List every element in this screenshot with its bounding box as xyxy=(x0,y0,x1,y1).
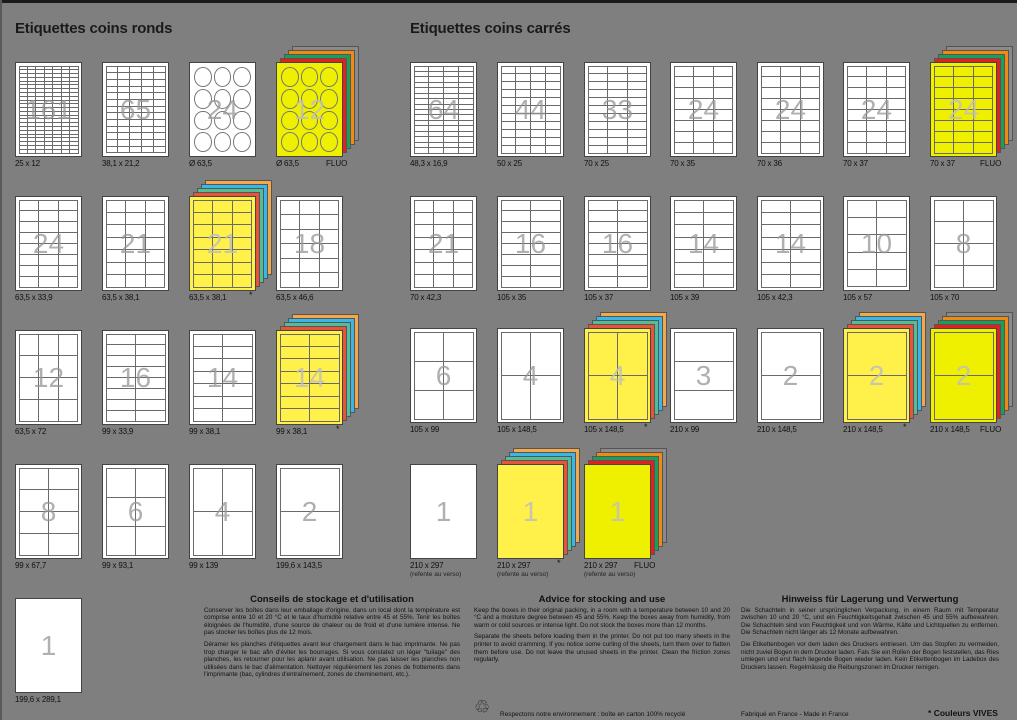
label-grid xyxy=(501,200,560,287)
label-sheet xyxy=(189,330,256,425)
star-icon: * xyxy=(249,290,253,300)
label-grid xyxy=(588,200,647,287)
label-sheet-item xyxy=(102,196,182,316)
label-grid xyxy=(934,332,993,419)
advice-de xyxy=(741,596,999,675)
label-dimensions: 105 x 70 xyxy=(930,293,960,302)
label-count: 12 xyxy=(32,361,65,393)
label-grid xyxy=(761,200,820,287)
label-sheet xyxy=(843,62,910,157)
label-count: 2 xyxy=(782,359,799,391)
label-grid xyxy=(106,66,165,153)
label-sheet-item xyxy=(102,62,182,182)
label-sheet-item xyxy=(670,196,750,316)
label-dimensions: 210 x 297 xyxy=(584,561,618,570)
label-count: 16 xyxy=(119,361,152,393)
vives-legend xyxy=(928,708,998,718)
label-sheet xyxy=(757,196,824,291)
label-grid xyxy=(674,200,733,287)
label-count: 14 xyxy=(687,227,720,259)
label-grid xyxy=(280,468,339,555)
star-icon: * xyxy=(557,558,561,568)
advice-de-p2: Die Etikettenbogen vor dem laden des Druckers entriesen. Um das Stopfen zu vermeiden, nicht zuviel Bogen in dem Drucker laden. Fals Sie ein Rollen der Bogen feststellen, das Ries umlegen und erst flach liegende Bogen wieder laden. Kein Etikettenbogen im Ladebox des Druckers lassen. Regelmässig die Reibungszonen im Drucker reinigen. xyxy=(741,640,999,671)
label-count: 1 xyxy=(435,495,452,527)
label-sheet xyxy=(843,196,910,291)
label-sheet xyxy=(102,62,169,157)
advice-fr-p1: Conserver les boîtes dans leur emballage d'origine, dans un local dont la température est comprise entre 10 et 20 °C et le taux d'humidité relative entre 45 et 55%. Tenir les boîtes éloignées de l'humidité, d'une source de chaleur ou de froid et d'une lumière intense. Ne pas stocker les boîtes plus de 12 mois. xyxy=(204,606,460,637)
label-dimensions: 210 x 99 xyxy=(670,425,700,434)
label-sheet xyxy=(584,62,651,157)
advice-fr xyxy=(204,596,460,683)
label-sheet xyxy=(15,464,82,559)
label-count: 6 xyxy=(127,495,144,527)
label-count: 14 xyxy=(293,361,326,393)
label-count: 3 xyxy=(695,359,712,391)
label-sheet xyxy=(497,328,564,423)
label-dimensions: 210 x 148,5 xyxy=(757,425,797,434)
label-sheet xyxy=(15,330,82,425)
label-grid xyxy=(19,334,78,421)
label-dimensions: 199,6 x 143,5 xyxy=(276,561,322,570)
label-sheet-item xyxy=(584,196,664,316)
label-sheet-item xyxy=(930,196,1010,316)
label-sheet xyxy=(276,62,343,157)
label-count: 21 xyxy=(427,227,460,259)
label-dimensions: 63,5 x 46,6 xyxy=(276,293,314,302)
label-sheet-item xyxy=(15,464,95,584)
label-sheet xyxy=(410,62,477,157)
environment-note: Respectons notre environnement : boîte en carton 100% recyclé xyxy=(500,711,686,718)
label-grid xyxy=(934,200,993,287)
label-sheet xyxy=(102,464,169,559)
label-sheet xyxy=(410,328,477,423)
label-sheet-item xyxy=(584,328,664,448)
label-dimensions: 99 x 139 xyxy=(189,561,219,570)
label-count: 24 xyxy=(774,93,807,125)
label-grid xyxy=(847,332,906,419)
label-dimensions: 210 x 297 xyxy=(497,561,531,570)
label-dimensions: 63,5 x 38,1 xyxy=(102,293,140,302)
label-dimensions: 99 x 67,7 xyxy=(15,561,47,570)
label-grid xyxy=(761,66,820,153)
label-count: 14 xyxy=(206,361,239,393)
label-sheet-item xyxy=(497,464,577,584)
section-title-square: Etiquettes coins carrés xyxy=(410,20,571,37)
label-dimensions: 48,3 x 16,9 xyxy=(410,159,448,168)
label-note: (refente au verso) xyxy=(497,571,549,578)
label-grid xyxy=(106,334,165,421)
label-sheet-item xyxy=(410,328,490,448)
label-count: 44 xyxy=(514,93,547,125)
label-sheet-item xyxy=(276,464,356,584)
label-sheet-item xyxy=(410,196,490,316)
label-sheet xyxy=(15,196,82,291)
label-sheet-item xyxy=(15,598,95,718)
fluo-badge: FLUO xyxy=(980,159,1002,168)
label-sheet xyxy=(670,62,737,157)
label-sheet xyxy=(670,196,737,291)
label-count: 24 xyxy=(206,93,239,125)
label-grid xyxy=(761,332,820,419)
label-note: (refente au verso) xyxy=(410,571,462,578)
label-sheet-item xyxy=(930,62,1010,182)
label-count: 2 xyxy=(868,359,885,391)
label-dimensions: 63,5 x 33,9 xyxy=(15,293,53,302)
label-sheet xyxy=(930,328,997,423)
label-count: 161 xyxy=(25,93,72,125)
label-dimensions: 199,6 x 289,1 xyxy=(15,695,61,704)
label-sheet-item xyxy=(843,328,923,448)
label-dimensions: 105 x 99 xyxy=(410,425,440,434)
label-grid xyxy=(193,468,252,555)
label-grid xyxy=(674,66,733,153)
label-dimensions: 210 x 148,5 xyxy=(930,425,970,434)
label-sheet xyxy=(497,464,564,559)
label-count: 1 xyxy=(40,629,57,661)
label-count: 16 xyxy=(601,227,634,259)
label-dimensions: 70 x 37 xyxy=(930,159,955,168)
made-in-france: Fabriqué en France - Made in France xyxy=(741,711,849,718)
advice-de-title: Hinweiss für Lagerung und Verwertung xyxy=(781,594,959,605)
label-count: 21 xyxy=(206,227,239,259)
label-dimensions: 105 x 148,5 xyxy=(497,425,537,434)
label-sheet xyxy=(584,196,651,291)
label-grid xyxy=(501,468,560,555)
label-sheet-item xyxy=(757,196,837,316)
label-dimensions: 105 x 148,5 xyxy=(584,425,624,434)
label-sheet xyxy=(189,196,256,291)
label-sheet xyxy=(670,328,737,423)
label-dimensions: 210 x 148,5 xyxy=(843,425,883,434)
label-grid xyxy=(674,332,733,419)
label-dimensions: Ø 63,5 xyxy=(189,159,212,168)
label-sheet-item xyxy=(102,464,182,584)
label-count: 24 xyxy=(32,227,65,259)
label-sheet-item xyxy=(670,328,750,448)
label-sheet xyxy=(276,464,343,559)
advice-en-p2: Separate the sheets before loading them in the printer. Do not put too many sheets in the printer to avoid cramming. If you notice some curling of the sheets, turn them over to flatten them before use. Do not leave the unused sheets in the printer. Clean the friction zones regularly. xyxy=(474,633,730,664)
label-sheet-item xyxy=(15,62,95,182)
label-grid xyxy=(193,200,252,287)
label-count: 12 xyxy=(293,93,326,125)
label-count: 16 xyxy=(514,227,547,259)
advice-en xyxy=(474,596,730,668)
label-dimensions: 38,1 x 21,2 xyxy=(102,159,140,168)
label-sheet xyxy=(757,328,824,423)
label-dimensions: 63,5 x 38,1 xyxy=(189,293,227,302)
label-grid xyxy=(193,66,252,153)
fluo-badge: FLUO xyxy=(326,159,348,168)
label-count: 21 xyxy=(119,227,152,259)
label-sheet xyxy=(276,196,343,291)
label-dimensions: 50 x 25 xyxy=(497,159,522,168)
advice-en-p1: Keep the boxes in their original packing, in a room with a temperature between 10 and 20 °C and a moisture degree between 45 and 55%. Keep the boxes away from humidity, from warm or cold sources or intense light. Do not stock the boxes more than 12 months. xyxy=(474,606,730,629)
label-sheet-item xyxy=(757,328,837,448)
label-dimensions: 105 x 39 xyxy=(670,293,700,302)
label-count: 1 xyxy=(522,495,539,527)
label-grid xyxy=(847,200,906,287)
label-grid xyxy=(414,66,473,153)
label-sheet xyxy=(410,196,477,291)
label-grid xyxy=(414,200,473,287)
advice-fr-title: Conseils de stockage et d'utilisation xyxy=(250,594,414,605)
recycle-icon: ♲ xyxy=(474,697,491,717)
label-dimensions: 25 x 12 xyxy=(15,159,40,168)
label-dimensions: 70 x 36 xyxy=(757,159,782,168)
label-grid xyxy=(280,66,339,153)
label-grid xyxy=(19,66,78,153)
label-grid xyxy=(19,602,78,689)
label-grid xyxy=(106,468,165,555)
label-dimensions: 105 x 37 xyxy=(584,293,614,302)
label-sheet-item xyxy=(15,330,95,450)
label-dimensions: 105 x 57 xyxy=(843,293,873,302)
label-sheet xyxy=(15,598,82,693)
label-grid xyxy=(414,332,473,419)
label-sheet-item xyxy=(102,330,182,450)
label-count: 1 xyxy=(609,495,626,527)
top-border xyxy=(0,0,1017,3)
label-sheet xyxy=(930,196,997,291)
label-count: 4 xyxy=(609,359,626,391)
label-grid xyxy=(193,334,252,421)
star-icon: * xyxy=(928,708,932,718)
label-grid xyxy=(19,468,78,555)
label-count: 18 xyxy=(293,227,326,259)
label-dimensions: 105 x 42,3 xyxy=(757,293,793,302)
label-count: 64 xyxy=(427,93,460,125)
label-dimensions: 99 x 38,1 xyxy=(276,427,308,436)
label-grid xyxy=(588,66,647,153)
label-sheet-item xyxy=(670,62,750,182)
label-count: 8 xyxy=(40,495,57,527)
label-dimensions: 70 x 35 xyxy=(670,159,695,168)
label-count: 33 xyxy=(601,93,634,125)
label-sheet-item xyxy=(930,328,1010,448)
label-sheet xyxy=(757,62,824,157)
label-sheet xyxy=(189,464,256,559)
label-sheet xyxy=(497,196,564,291)
label-count: 4 xyxy=(214,495,231,527)
label-sheet xyxy=(930,62,997,157)
advice-fr-p2: Déramer les planches d'étiquettes avant leur chargement dans le bac imprimante. Ne pas trop charger le bac afin d'éviter les bourrages. Si vous constatez un léger "tuilage" des planches, les retourner pour les aplanir avant utilisation. Ne pas laisser les planches non utilisées dans le bac d'alimentation. Nettoyer régulièrement les zones de frottements dans l'imprimante (bac, cylindres d'entraînement, zones de cheminement, etc.). xyxy=(204,640,460,679)
label-sheet-item xyxy=(584,62,664,182)
label-sheet-item xyxy=(189,464,269,584)
label-grid xyxy=(280,334,339,421)
label-grid xyxy=(19,200,78,287)
label-sheet-item xyxy=(189,62,269,182)
label-sheet-item xyxy=(189,196,269,316)
label-dimensions: 99 x 38,1 xyxy=(189,427,221,436)
fluo-badge: FLUO xyxy=(634,561,656,570)
label-sheet-item xyxy=(276,330,356,450)
star-icon: * xyxy=(644,422,648,432)
vives-label: Couleurs VIVES xyxy=(933,708,998,718)
label-sheet xyxy=(102,196,169,291)
label-sheet xyxy=(410,464,477,559)
label-count: 24 xyxy=(687,93,720,125)
label-sheet-item xyxy=(410,464,490,584)
label-grid xyxy=(280,200,339,287)
label-sheet-item xyxy=(189,330,269,450)
label-dimensions: 70 x 42,3 xyxy=(410,293,442,302)
label-sheet xyxy=(102,330,169,425)
label-count: 24 xyxy=(947,93,980,125)
label-sheet-item xyxy=(843,62,923,182)
label-sheet xyxy=(584,464,651,559)
label-sheet-item xyxy=(276,62,356,182)
label-sheet-item xyxy=(497,196,577,316)
label-dimensions: 99 x 93,1 xyxy=(102,561,134,570)
label-sheet-item xyxy=(497,328,577,448)
label-dimensions: 210 x 297 xyxy=(410,561,444,570)
label-count: 10 xyxy=(860,227,893,259)
star-icon: * xyxy=(336,424,340,434)
label-count: 4 xyxy=(522,359,539,391)
label-count: 2 xyxy=(301,495,318,527)
label-sheet xyxy=(497,62,564,157)
label-dimensions: 70 x 25 xyxy=(584,159,609,168)
label-grid xyxy=(588,332,647,419)
label-count: 65 xyxy=(119,93,152,125)
label-sheet-item xyxy=(15,196,95,316)
label-sheet-item xyxy=(757,62,837,182)
label-dimensions: 105 x 35 xyxy=(497,293,527,302)
label-note: (refente au verso) xyxy=(584,571,636,578)
label-count: 14 xyxy=(774,227,807,259)
label-dimensions: 63,5 x 72 xyxy=(15,427,47,436)
label-sheet-item xyxy=(276,196,356,316)
advice-de-p1: Die Schachteln in seiner ursprünglichen Verpackung, in einem Raum mit Temperatur zwischen 10 und 20 °C, und ein Feuchtigkeitsgehalt zwischen 45 und 55% aufbewahren. Die Schachteln sind von Feuchtigkeit und von Wärme, Kälte und Lichtquellen zu entfernen. Die Schachteln nicht länger als 12 Monate aufbewahren. xyxy=(741,606,999,637)
label-sheet-item xyxy=(584,464,664,584)
label-count: 6 xyxy=(435,359,452,391)
fluo-badge: FLUO xyxy=(980,425,1002,434)
label-sheet xyxy=(276,330,343,425)
label-count: 2 xyxy=(955,359,972,391)
label-grid xyxy=(106,200,165,287)
label-dimensions: 70 x 37 xyxy=(843,159,868,168)
label-grid xyxy=(934,66,993,153)
label-count: 8 xyxy=(955,227,972,259)
label-sheet xyxy=(15,62,82,157)
label-sheet-item xyxy=(497,62,577,182)
label-sheet xyxy=(843,328,910,423)
label-count: 24 xyxy=(860,93,893,125)
label-sheet-item xyxy=(843,196,923,316)
label-sheet xyxy=(189,62,256,157)
label-dimensions: Ø 63,5 xyxy=(276,159,299,168)
advice-en-title: Advice for stocking and use xyxy=(538,594,666,605)
star-icon: * xyxy=(903,422,907,432)
label-grid xyxy=(847,66,906,153)
label-grid xyxy=(588,468,647,555)
label-dimensions: 99 x 33,9 xyxy=(102,427,134,436)
label-sheet xyxy=(584,328,651,423)
label-grid xyxy=(501,66,560,153)
left-border xyxy=(0,0,2,720)
label-grid xyxy=(501,332,560,419)
section-title-rounded: Etiquettes coins ronds xyxy=(15,20,173,37)
label-grid xyxy=(414,468,473,555)
label-sheet-item xyxy=(410,62,490,182)
